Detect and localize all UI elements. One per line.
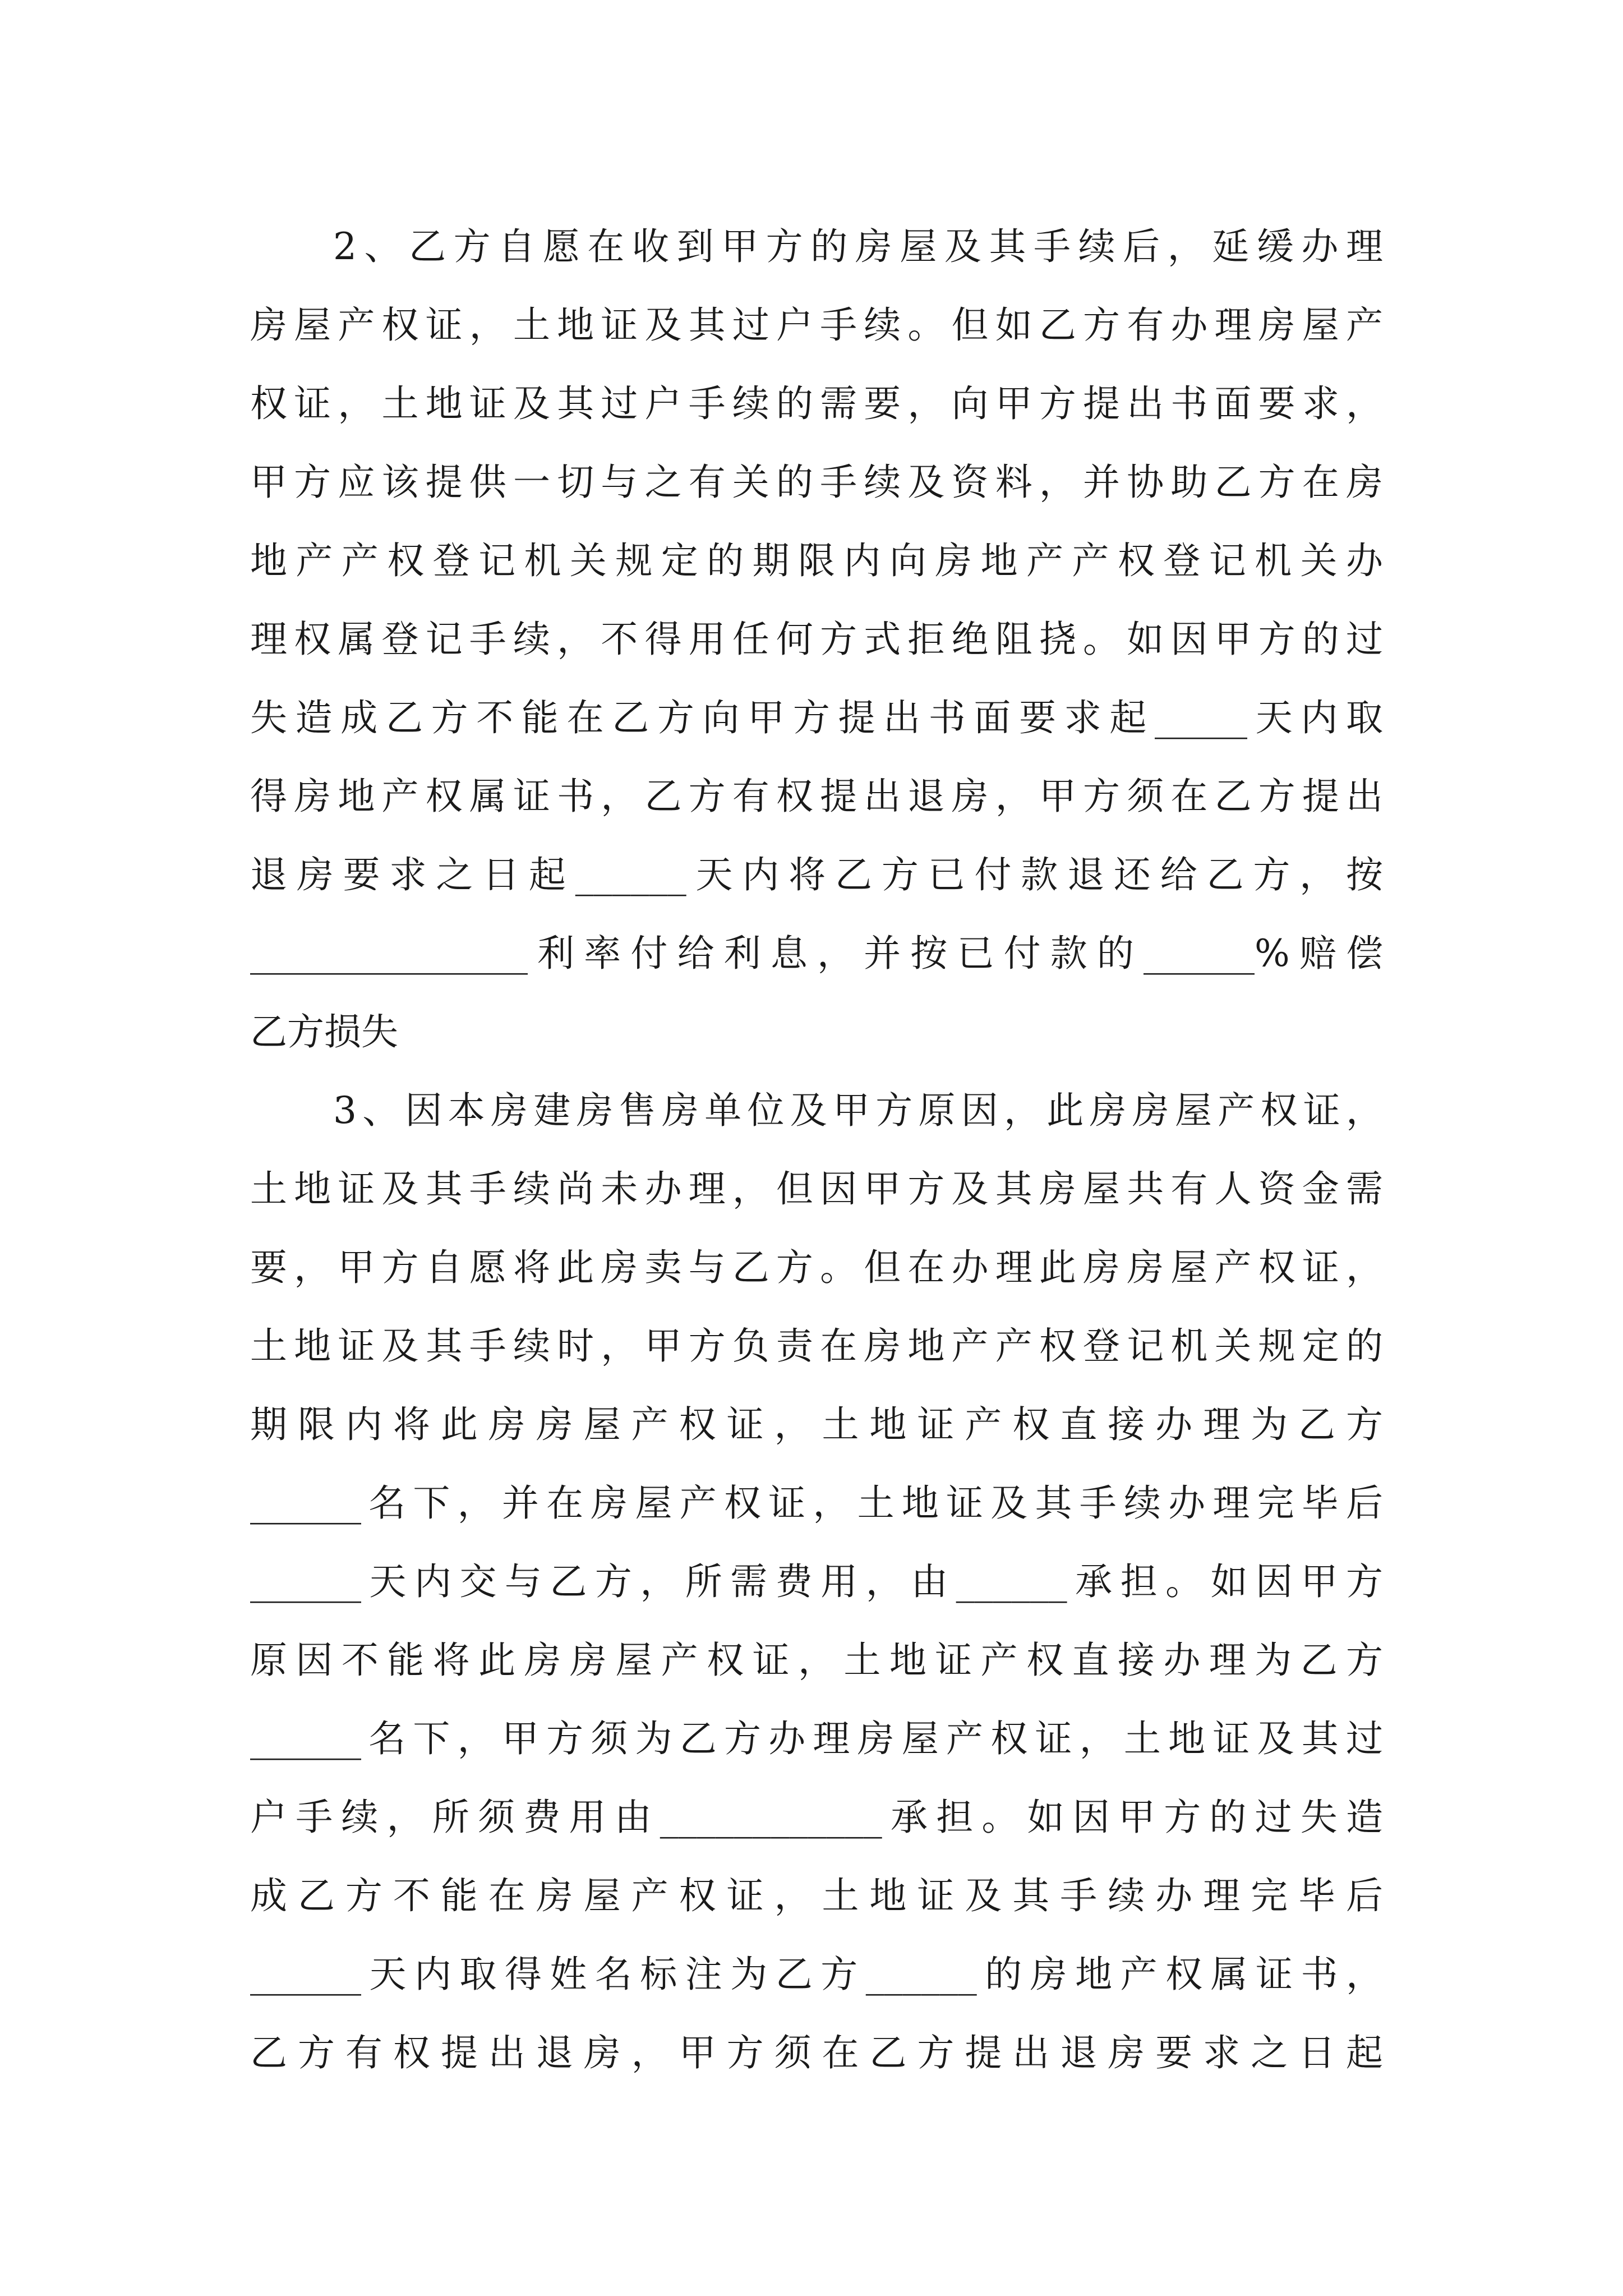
text-line: _______________利率付给利息，并按已付款的______%赔偿 <box>250 932 1383 975</box>
text-line: 权证，土地证及其过户手续的需要，向甲方提出书面要求， <box>250 382 1383 425</box>
text-line: 土地证及其手续尚未办理，但因甲方及其房屋共有人资金需 <box>250 1167 1383 1211</box>
text-line: 地产产权登记机关规定的期限内向房地产产权登记机关办 <box>250 539 1383 582</box>
text-line: 得房地产权属证书，乙方有权提出退房，甲方须在乙方提出 <box>250 775 1383 818</box>
text-line: 成乙方不能在房屋产权证，土地证及其手续办理完毕后 <box>250 1874 1383 1917</box>
text-line: 原因不能将此房房屋产权证，土地证产权直接办理为乙方 <box>250 1639 1383 1682</box>
text-line: 乙方损失 <box>250 1010 398 1053</box>
text-line: 户手续，所须费用由____________承担。如因甲方的过失造 <box>250 1796 1383 1839</box>
text-line: ______天内交与乙方，所需费用，由______承担。如因甲方 <box>250 1560 1383 1603</box>
text-line: 期限内将此房房屋产权证，土地证产权直接办理为乙方 <box>250 1403 1383 1446</box>
text-line: ______名下，甲方须为乙方办理房屋产权证，土地证及其过 <box>250 1717 1383 1760</box>
text-line: 2、乙方自愿在收到甲方的房屋及其手续后，延缓办理 <box>333 225 1383 268</box>
text-line: ______名下，并在房屋产权证，土地证及其手续办理完毕后 <box>250 1481 1383 1525</box>
text-line: 乙方有权提出退房，甲方须在乙方提出退房要求之日起 <box>250 2031 1383 2074</box>
text-line: 房屋产权证，土地证及其过户手续。但如乙方有办理房屋产 <box>250 303 1383 347</box>
text-line: 失造成乙方不能在乙方向甲方提出书面要求起_____天内取 <box>250 696 1383 739</box>
text-line: 土地证及其手续时，甲方负责在房地产产权登记机关规定的 <box>250 1324 1383 1368</box>
text-line: ______天内取得姓名标注为乙方______的房地产权属证书， <box>250 1953 1383 1996</box>
text-line: 理权属登记手续，不得用任何方式拒绝阻挠。如因甲方的过 <box>250 618 1383 661</box>
text-line: 退房要求之日起______天内将乙方已付款退还给乙方，按 <box>250 853 1383 896</box>
text-line: 要，甲方自愿将此房卖与乙方。但在办理此房房屋产权证， <box>250 1246 1383 1289</box>
text-line: 甲方应该提供一切与之有关的手续及资料，并协助乙方在房 <box>250 461 1383 504</box>
document-body <box>250 208 1383 2092</box>
text-line: 3、因本房建房售房单位及甲方原因，此房房屋产权证， <box>333 1089 1383 1132</box>
